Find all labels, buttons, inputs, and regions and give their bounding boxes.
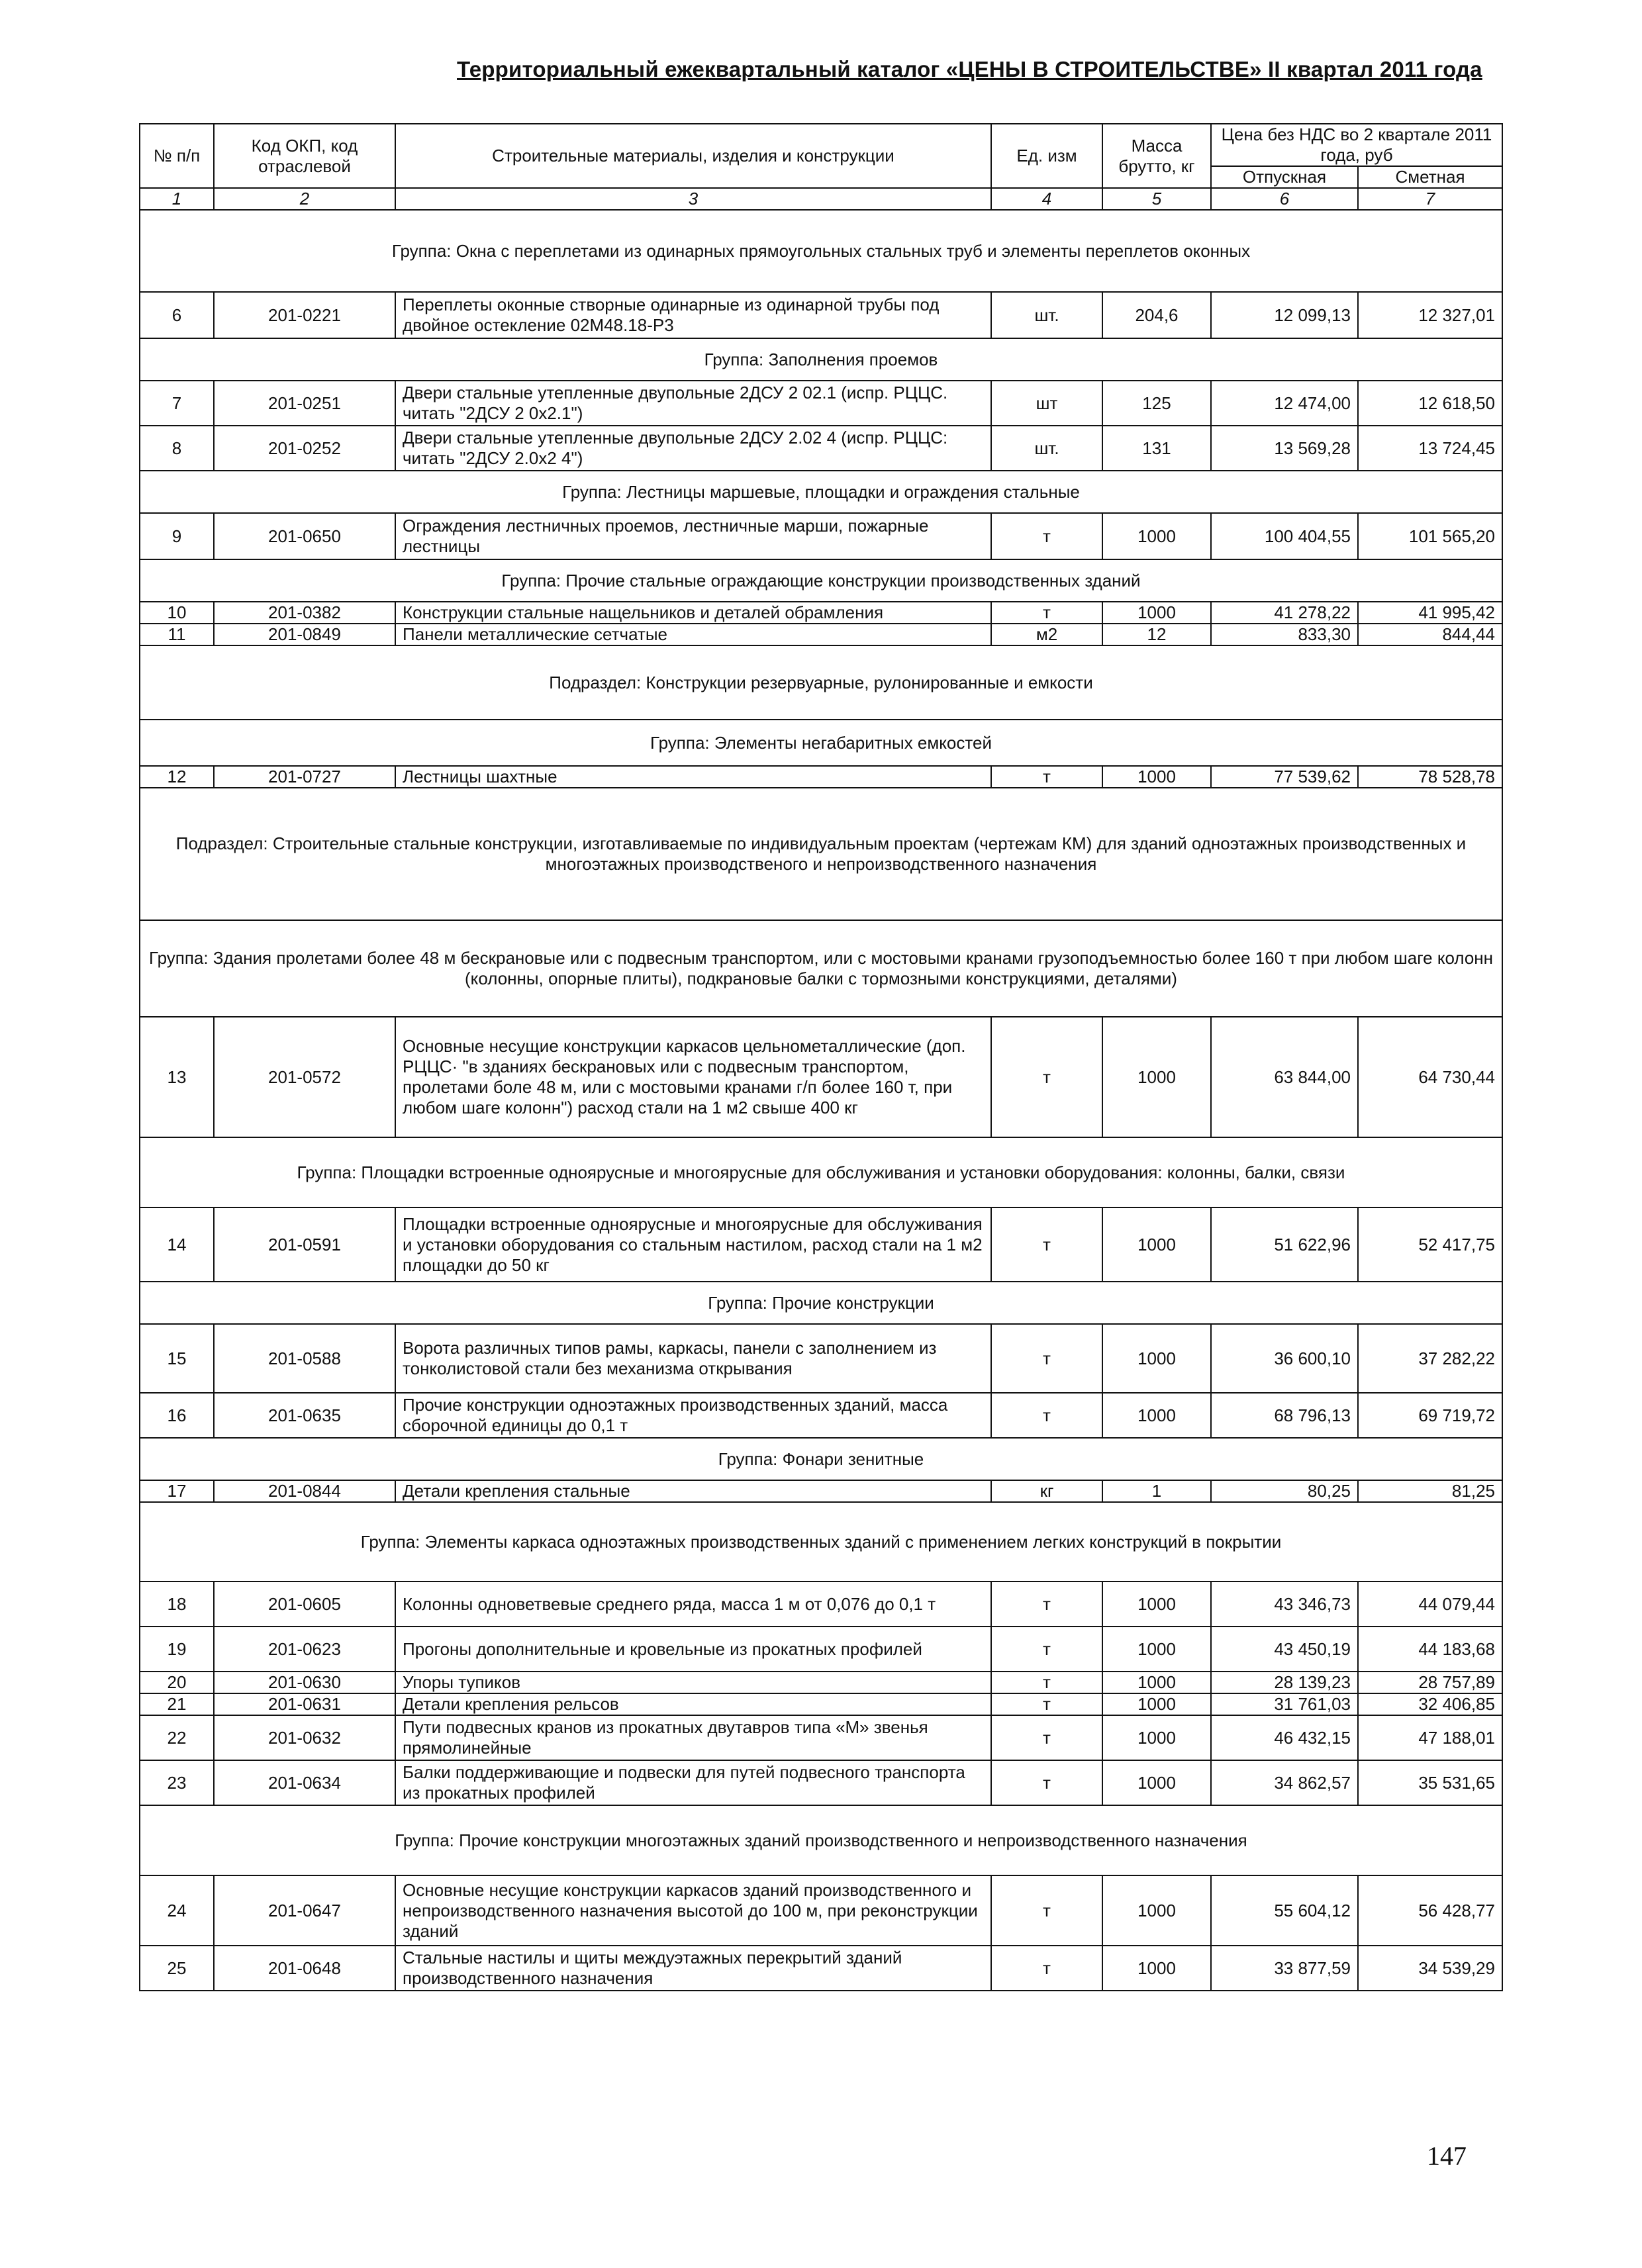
group-title: Группа: Окна с переплетами из одинарных прямоугольных стальных труб и элементы переплетов оконных: [140, 210, 1502, 292]
row-mass: 1000: [1102, 1627, 1211, 1672]
row-unit: шт.: [991, 426, 1102, 471]
group-row: [140, 210, 1502, 292]
row-name: Стальные настилы и щиты междуэтажных перекрытий зданий производственного назначения: [395, 1946, 991, 1991]
group-title: Группа: Фонари зенитные: [140, 1438, 1502, 1480]
group-row: [140, 1805, 1502, 1875]
subsection-row: [140, 645, 1502, 720]
row-num: 13: [140, 1017, 214, 1137]
row-name: Балки поддерживающие и подвески для путей подвесного транспорта из прокатных профилей: [395, 1760, 991, 1805]
row-release-price: 33 877,59: [1211, 1946, 1358, 1991]
row-estimate-price: 52 417,75: [1358, 1207, 1502, 1282]
row-release-price: 13 569,28: [1211, 426, 1358, 471]
table-row: [140, 1582, 1502, 1627]
row-num: 12: [140, 766, 214, 788]
row-estimate-price: 69 719,72: [1358, 1393, 1502, 1438]
row-code: 201-0634: [214, 1760, 395, 1805]
table-row: [140, 1017, 1502, 1137]
group-row: [140, 1438, 1502, 1480]
row-mass: 1000: [1102, 1324, 1211, 1393]
column-number: 5: [1102, 188, 1211, 210]
row-num: 18: [140, 1582, 214, 1627]
row-unit: т: [991, 1627, 1102, 1672]
table-row: [140, 381, 1502, 426]
row-mass: 1: [1102, 1480, 1211, 1502]
row-unit: м2: [991, 624, 1102, 645]
row-release-price: 77 539,62: [1211, 766, 1358, 788]
row-name: Площадки встроенные одноярусные и многоярусные для обслуживания и установки оборудования со стальным настилом, расход стали на 1 м2 площадки до 50 кг: [395, 1207, 991, 1282]
table-row: [140, 1672, 1502, 1693]
col-header-num: № п/п: [140, 124, 214, 188]
row-estimate-price: 13 724,45: [1358, 426, 1502, 471]
row-unit: т: [991, 1715, 1102, 1760]
row-num: 8: [140, 426, 214, 471]
row-num: 16: [140, 1393, 214, 1438]
row-mass: 131: [1102, 426, 1211, 471]
row-unit: т: [991, 766, 1102, 788]
row-estimate-price: 12 327,01: [1358, 292, 1502, 338]
table-row: [140, 602, 1502, 624]
row-code: 201-0647: [214, 1875, 395, 1946]
row-code: 201-0572: [214, 1017, 395, 1137]
row-estimate-price: 844,44: [1358, 624, 1502, 645]
table-row: [140, 426, 1502, 471]
row-num: 22: [140, 1715, 214, 1760]
column-number: 6: [1211, 188, 1358, 210]
row-code: 201-0650: [214, 513, 395, 559]
table-row: [140, 1715, 1502, 1760]
row-mass: 1000: [1102, 1017, 1211, 1137]
row-release-price: 34 862,57: [1211, 1760, 1358, 1805]
row-release-price: 31 761,03: [1211, 1693, 1358, 1715]
row-mass: 1000: [1102, 1760, 1211, 1805]
row-mass: 1000: [1102, 1946, 1211, 1991]
row-release-price: 41 278,22: [1211, 602, 1358, 624]
row-code: 201-0727: [214, 766, 395, 788]
row-name: Основные несущие конструкции каркасов цельнометаллические (доп. РЦЦС· "в зданиях бескрановых или с подвесным транспортом, пролетами боле 48 м, или с мостовыми кранами г/п более 160 т, при любом шаге колонн") расход стали на 1 м2 свыше 400 кг: [395, 1017, 991, 1137]
row-name: Двери стальные утепленные двупольные 2ДСУ 2 02.1 (испр. РЦЦС. читать "2ДСУ 2 0х2.1"): [395, 381, 991, 426]
row-unit: т: [991, 1672, 1102, 1693]
row-code: 201-0648: [214, 1946, 395, 1991]
row-unit: т: [991, 1393, 1102, 1438]
row-release-price: 68 796,13: [1211, 1393, 1358, 1438]
row-name: Колонны одноветвевые среднего ряда, масса 1 м от 0,076 до 0,1 т: [395, 1582, 991, 1627]
row-name: Основные несущие конструкции каркасов зданий производственного и непроизводственного назначения высотой до 100 м, при реконструкции зданий: [395, 1875, 991, 1946]
row-release-price: 100 404,55: [1211, 513, 1358, 559]
row-code: 201-0844: [214, 1480, 395, 1502]
table-row: [140, 1324, 1502, 1393]
row-mass: 125: [1102, 381, 1211, 426]
row-code: 201-0588: [214, 1324, 395, 1393]
row-name: Лестницы шахтные: [395, 766, 991, 788]
column-number: 3: [395, 188, 991, 210]
row-num: 10: [140, 602, 214, 624]
row-name: Ворота различных типов рамы, каркасы, панели с заполнением из тонколистовой стали без механизма открывания: [395, 1324, 991, 1393]
row-code: 201-0382: [214, 602, 395, 624]
column-number: 4: [991, 188, 1102, 210]
column-number: 1: [140, 188, 214, 210]
row-code: 201-0635: [214, 1393, 395, 1438]
row-name: Переплеты оконные створные одинарные из одинарной трубы под двойное остекление 02М48.18-Р3: [395, 292, 991, 338]
row-name: Прогоны дополнительные и кровельные из прокатных профилей: [395, 1627, 991, 1672]
page-title: Территориальный ежеквартальный каталог «ЦЕНЫ В СТРОИТЕЛЬСТВЕ» II квартал 2011 года: [457, 57, 1482, 81]
row-release-price: 12 474,00: [1211, 381, 1358, 426]
table-row: [140, 624, 1502, 645]
row-code: 201-0630: [214, 1672, 395, 1693]
table-row: [140, 1207, 1502, 1282]
table-row: [140, 513, 1502, 559]
row-estimate-price: 44 079,44: [1358, 1582, 1502, 1627]
row-unit: т: [991, 602, 1102, 624]
row-mass: 1000: [1102, 1672, 1211, 1693]
group-title: Группа: Лестницы маршевые, площадки и ограждения стальные: [140, 471, 1502, 513]
group-title: Группа: Заполнения проемов: [140, 338, 1502, 381]
row-mass: 1000: [1102, 602, 1211, 624]
row-code: 201-0251: [214, 381, 395, 426]
group-title: Группа: Прочие конструкции: [140, 1282, 1502, 1324]
row-mass: 204,6: [1102, 292, 1211, 338]
row-code: 201-0605: [214, 1582, 395, 1627]
row-release-price: 63 844,00: [1211, 1017, 1358, 1137]
row-num: 17: [140, 1480, 214, 1502]
table-row: [140, 292, 1502, 338]
row-release-price: 12 099,13: [1211, 292, 1358, 338]
col-header-name: Строительные материалы, изделия и конструкции: [395, 124, 991, 188]
row-estimate-price: 35 531,65: [1358, 1760, 1502, 1805]
row-mass: 1000: [1102, 1715, 1211, 1760]
group-row: [140, 920, 1502, 1017]
row-release-price: 43 346,73: [1211, 1582, 1358, 1627]
row-name: Ограждения лестничных проемов, лестничные марши, пожарные лестницы: [395, 513, 991, 559]
row-name: Двери стальные утепленные двупольные 2ДСУ 2.02 4 (испр. РЦЦС: читать "2ДСУ 2.0х2 4"): [395, 426, 991, 471]
table-row: [140, 766, 1502, 788]
price-table: [139, 123, 1503, 1991]
row-release-price: 80,25: [1211, 1480, 1358, 1502]
col-header-estimate-price: Сметная: [1358, 166, 1502, 188]
row-num: 7: [140, 381, 214, 426]
subsection-row: [140, 788, 1502, 920]
row-estimate-price: 34 539,29: [1358, 1946, 1502, 1991]
row-estimate-price: 78 528,78: [1358, 766, 1502, 788]
row-estimate-price: 47 188,01: [1358, 1715, 1502, 1760]
table-row: [140, 1393, 1502, 1438]
row-estimate-price: 12 618,50: [1358, 381, 1502, 426]
table-row: [140, 1875, 1502, 1946]
row-release-price: 36 600,10: [1211, 1324, 1358, 1393]
row-code: 201-0849: [214, 624, 395, 645]
row-mass: 1000: [1102, 1393, 1211, 1438]
row-estimate-price: 41 995,42: [1358, 602, 1502, 624]
row-unit: т: [991, 1875, 1102, 1946]
column-number: 2: [214, 188, 395, 210]
row-estimate-price: 64 730,44: [1358, 1017, 1502, 1137]
row-code: 201-0623: [214, 1627, 395, 1672]
row-release-price: 43 450,19: [1211, 1627, 1358, 1672]
row-code: 201-0631: [214, 1693, 395, 1715]
row-estimate-price: 28 757,89: [1358, 1672, 1502, 1693]
row-num: 19: [140, 1627, 214, 1672]
row-unit: т: [991, 513, 1102, 559]
row-name: Детали крепления стальные: [395, 1480, 991, 1502]
col-header-price: Цена без НДС во 2 квартале 2011 года, руб: [1211, 124, 1502, 166]
row-release-price: 46 432,15: [1211, 1715, 1358, 1760]
row-code: 201-0632: [214, 1715, 395, 1760]
row-mass: 1000: [1102, 513, 1211, 559]
row-unit: шт.: [991, 292, 1102, 338]
col-header-mass: Масса брутто, кг: [1102, 124, 1211, 188]
row-unit: т: [991, 1693, 1102, 1715]
col-header-unit: Ед. изм: [991, 124, 1102, 188]
group-title: Группа: Элементы негабаритных емкостей: [140, 720, 1502, 766]
row-release-price: 833,30: [1211, 624, 1358, 645]
group-title: Группа: Площадки встроенные одноярусные и многоярусные для обслуживания и установки оборудования: колонны, балки, связи: [140, 1137, 1502, 1207]
row-name: Панели металлические сетчатые: [395, 624, 991, 645]
row-estimate-price: 81,25: [1358, 1480, 1502, 1502]
group-row: [140, 471, 1502, 513]
row-estimate-price: 56 428,77: [1358, 1875, 1502, 1946]
row-unit: шт: [991, 381, 1102, 426]
group-row: [140, 720, 1502, 766]
row-unit: т: [991, 1207, 1102, 1282]
table-row: [140, 1760, 1502, 1805]
row-name: Пути подвесных кранов из прокатных двутавров типа «М» звенья прямолинейные: [395, 1715, 991, 1760]
row-name: Прочие конструкции одноэтажных производственных зданий, масса сборочной единицы до 0,1 т: [395, 1393, 991, 1438]
group-row: [140, 1282, 1502, 1324]
row-name: Детали крепления рельсов: [395, 1693, 991, 1715]
row-code: 201-0591: [214, 1207, 395, 1282]
table-row: [140, 1693, 1502, 1715]
row-num: 15: [140, 1324, 214, 1393]
row-code: 201-0221: [214, 292, 395, 338]
row-num: 24: [140, 1875, 214, 1946]
row-unit: т: [991, 1017, 1102, 1137]
row-mass: 12: [1102, 624, 1211, 645]
row-release-price: 28 139,23: [1211, 1672, 1358, 1693]
row-unit: кг: [991, 1480, 1102, 1502]
group-row: [140, 338, 1502, 381]
row-num: 11: [140, 624, 214, 645]
table-row: [140, 1480, 1502, 1502]
row-num: 20: [140, 1672, 214, 1693]
group-row: [140, 559, 1502, 602]
row-mass: 1000: [1102, 1693, 1211, 1715]
group-title: Группа: Здания пролетами более 48 м бескрановые или с подвесным транспортом, или с мостовыми кранами грузоподъемностью более 160 т при любом шаге колонн (колонны, опорные плиты), подкрановые балки с тормозными конструкциями, деталями): [140, 920, 1502, 1017]
row-num: 25: [140, 1946, 214, 1991]
table-row: [140, 1627, 1502, 1672]
row-estimate-price: 101 565,20: [1358, 513, 1502, 559]
column-number: 7: [1358, 188, 1502, 210]
row-mass: 1000: [1102, 766, 1211, 788]
row-unit: т: [991, 1582, 1102, 1627]
row-num: 9: [140, 513, 214, 559]
row-mass: 1000: [1102, 1582, 1211, 1627]
group-title: Группа: Прочие конструкции многоэтажных зданий производственного и непроизводственного назначения: [140, 1805, 1502, 1875]
table-row: [140, 1946, 1502, 1991]
group-title: Группа: Элементы каркаса одноэтажных производственных зданий с применением легких конструкций в покрытии: [140, 1502, 1502, 1582]
group-row: [140, 1137, 1502, 1207]
row-unit: т: [991, 1946, 1102, 1991]
row-code: 201-0252: [214, 426, 395, 471]
row-estimate-price: 37 282,22: [1358, 1324, 1502, 1393]
row-release-price: 55 604,12: [1211, 1875, 1358, 1946]
row-num: 14: [140, 1207, 214, 1282]
row-release-price: 51 622,96: [1211, 1207, 1358, 1282]
row-num: 21: [140, 1693, 214, 1715]
row-estimate-price: 32 406,85: [1358, 1693, 1502, 1715]
subsection-title: Подраздел: Конструкции резервуарные, рулонированные и емкости: [140, 645, 1502, 720]
row-unit: т: [991, 1324, 1102, 1393]
page-number: 147: [1427, 2141, 1467, 2171]
row-mass: 1000: [1102, 1875, 1211, 1946]
row-name: Упоры тупиков: [395, 1672, 991, 1693]
group-title: Группа: Прочие стальные ограждающие конструкции производственных зданий: [140, 559, 1502, 602]
subsection-title: Подраздел: Строительные стальные конструкции, изготавливаемые по индивидуальным проектам (чертежам КМ) для зданий одноэтажных производственных и многоэтажных производственого и непроизводственного назначения: [140, 788, 1502, 920]
row-mass: 1000: [1102, 1207, 1211, 1282]
row-estimate-price: 44 183,68: [1358, 1627, 1502, 1672]
group-row: [140, 1502, 1502, 1582]
column-number-row: [140, 188, 1502, 210]
col-header-release-price: Отпускная: [1211, 166, 1358, 188]
row-name: Конструкции стальные нащельников и деталей обрамления: [395, 602, 991, 624]
row-num: 6: [140, 292, 214, 338]
row-unit: т: [991, 1760, 1102, 1805]
col-header-code: Код ОКП, код отраслевой: [214, 124, 395, 188]
row-num: 23: [140, 1760, 214, 1805]
